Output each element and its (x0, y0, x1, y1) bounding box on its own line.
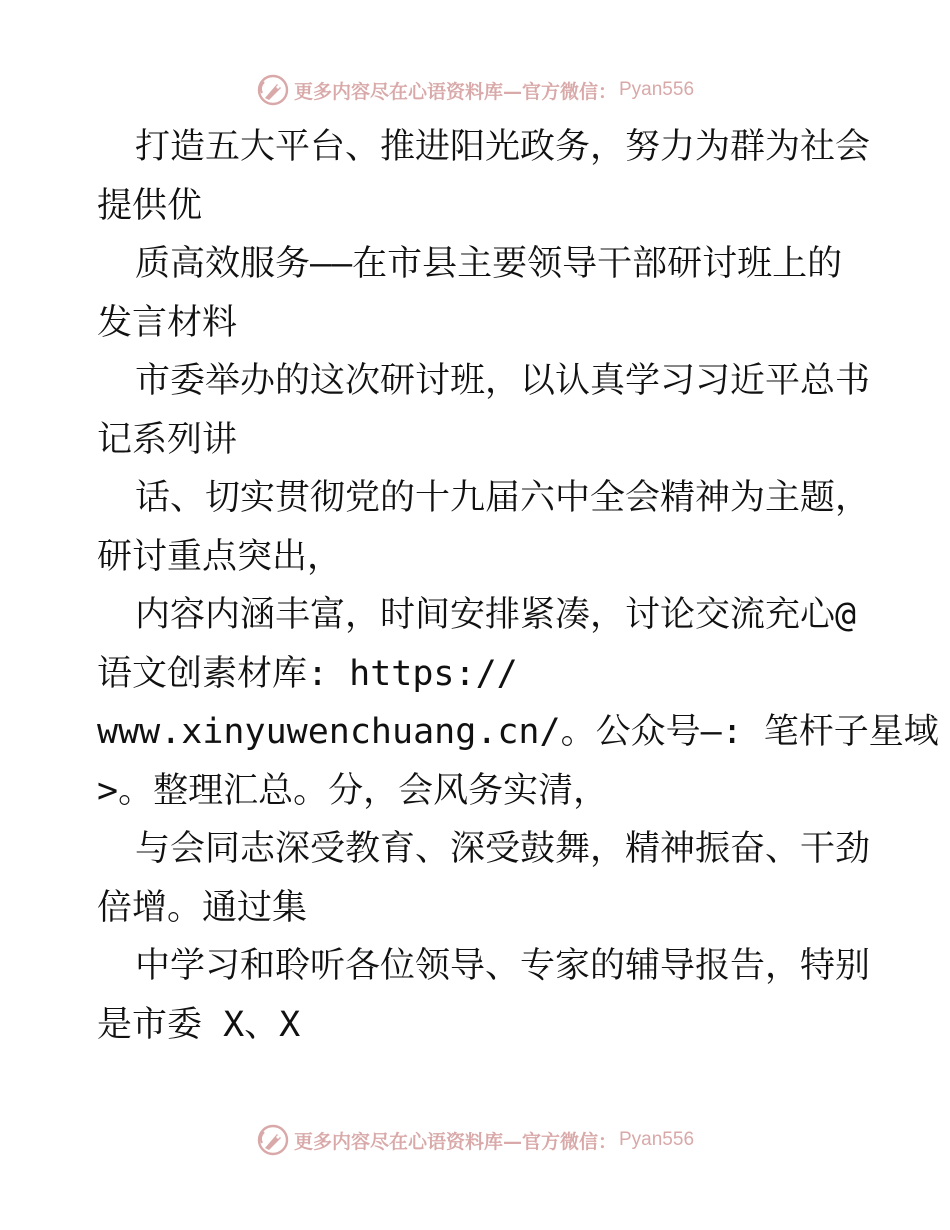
text-line: 内容内涵丰富，时间安排紧凑，讨论交流充心@ (135, 595, 857, 635)
text-line: 是市委 X、X (97, 1004, 301, 1045)
text-line: 语文创素材库: https:// (97, 653, 518, 694)
text-line: >。整理汇总。分，会风务实清， (97, 770, 609, 811)
text-line: 提供优 (97, 185, 203, 226)
document-body (97, 118, 939, 1054)
pen-nib-logo-icon (256, 73, 290, 107)
watermark-handle: Pyan556 (619, 1129, 695, 1150)
text-line: 打造五大平台、推进阳光政务，努力为群为社会 (135, 127, 871, 167)
text-line: www.xinyuwenchuang.cn/。公众号—: 笔杆子星域 (97, 712, 939, 752)
text-line: 质高效服务——在市县主要领导干部研讨班上的 (135, 244, 843, 284)
text-line: 研讨重点突出， (97, 536, 343, 577)
watermark-text: 更多内容尽在心语资料库—官方微信： (293, 80, 617, 103)
text-line: 市委举办的这次研讨班，以认真学习习近平总书 (135, 361, 871, 401)
pen-nib-logo-icon (256, 1123, 290, 1157)
text-line: 与会同志深受教育、深受鼓舞，精神振奋、干劲 (135, 829, 871, 869)
watermark-handle: Pyan556 (619, 79, 695, 100)
header-watermark (0, 72, 950, 108)
text-line: 中学习和聆听各位领导、专家的辅导报告，特别 (135, 946, 871, 986)
text-line: 发言材料 (97, 302, 238, 343)
text-line: 记系列讲 (97, 419, 238, 460)
text-line: 倍增。通过集 (97, 887, 308, 928)
watermark-text: 更多内容尽在心语资料库—官方微信： (293, 1130, 617, 1153)
text-line: 话、切实贯彻党的十九届六中全会精神为主题， (135, 478, 871, 518)
footer-watermark (0, 1122, 950, 1158)
